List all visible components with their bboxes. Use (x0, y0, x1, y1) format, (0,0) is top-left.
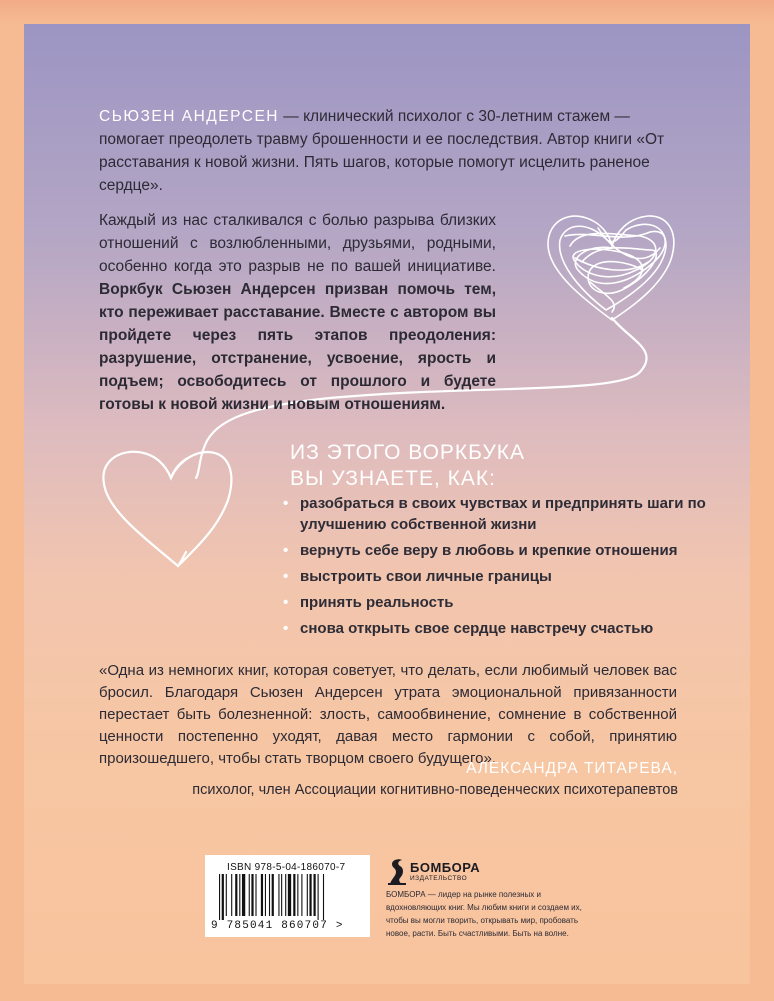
barcode-bar (293, 874, 295, 916)
barcode-bar (239, 874, 240, 916)
barcode-bar (307, 874, 308, 916)
learn-list-item: • вернуть себе веру в любовь и крепкие отношения (290, 540, 710, 561)
scribble-heart-icon (548, 216, 674, 320)
barcode-bar (255, 874, 256, 916)
quote-author-role: психолог, член Ассоциации когнитивно-поведенческих психотерапевтов (192, 782, 678, 798)
barcode-bar (251, 874, 253, 916)
barcode-panel (205, 855, 370, 937)
barcode-bar (278, 874, 279, 916)
barcode-bar (261, 874, 263, 916)
barcode-bar (222, 874, 224, 920)
barcode-bar (301, 874, 302, 916)
author-bio (99, 105, 689, 197)
intro-paragraph (99, 209, 496, 416)
publisher-description: БОМБОРА — лидер на рынке полезных и вдохновляющих книг. Мы любим книги и создаем их, чтобы вы могли творить, открывать мир, пробовать новое, расти. Быть счастливыми. Быть на волне. (386, 890, 582, 938)
barcode-bar (231, 874, 232, 916)
outline-heart-icon (103, 452, 231, 566)
learn-list-item: • разобраться в своих чувствах и предпринять шаги по улучшению собственной жизни (290, 493, 710, 535)
barcode-bar (309, 874, 311, 916)
author-name: СЬЮЗЕН АНДЕРСЕН (99, 108, 279, 125)
isbn-label: ISBN 978-5-04-186070-7 (227, 862, 346, 873)
barcode-bar (288, 874, 291, 916)
learn-list-item: • выстроить свои личные границы (290, 566, 710, 587)
quote-author: АЛЕКСАНДРА ТИТАРЕВА, (466, 760, 678, 777)
barcode-bar (314, 874, 316, 916)
publisher-name: БОМБОРА (410, 860, 481, 875)
barcode-bar (297, 874, 298, 916)
barcode-bar (242, 874, 245, 916)
learn-heading-line1: ИЗ ЭТОГО ВОРКБУКА (290, 441, 526, 464)
barcode-bar (265, 874, 266, 916)
barcode-bar (226, 874, 227, 916)
barcode-bar (235, 874, 237, 916)
barcode-bar (269, 874, 270, 916)
publisher-subtitle: ИЗДАТЕЛЬСТВО (410, 875, 468, 882)
author-bio-text: — клинический психолог с 30-летним стажем — помогает преодолеть травму брошенности и ее последствия. Автор книги «От расставания к новой жизни. Пять шагов, которые помогут исцелить раненое сердце». (99, 108, 665, 194)
intro-bold-text: Воркбук Сьюзен Андерсен призван помочь тем, кто переживает расставание. Вместе с автором вы пройдете через пять этапов преодоления: разрушение, отстранение, усвоение, ярость и подъем; освободитесь от прошлого и будете готовы к новой жизни и новым отношениям. (99, 281, 496, 413)
intro-text: Каждый из нас сталкивался с болью разрыва близких отношений с возлюбленными, друзьями, родными, особенно когда это разрыв не по вашей инициативе. (99, 212, 496, 275)
learn-heading (290, 440, 525, 492)
barcode-bar (318, 874, 319, 920)
publisher-logo-icon (386, 856, 408, 886)
barcode-bar (285, 874, 286, 916)
barcode-bar (323, 874, 324, 920)
barcode-digits: 9 785041 860707 > (211, 920, 344, 932)
learn-heading-line2: ВЫ УЗНАЕТЕ, КАК: (290, 467, 496, 490)
testimonial-quote: «Одна из немногих книг, которая советует, что делать, если любимый человек вас бросил. Благодаря Сьюзен Андерсен утрата эмоциональной привязанности перестает быть болезненной: злость, самообвинение, сомнение в собственной ценности постепенно уходят, давая место гармонии с собой, принятию произошедшего, чтобы стать творцом своего будущего». (99, 662, 677, 767)
barcode-bar (272, 874, 274, 916)
barcode-icon (217, 874, 358, 920)
learn-list (290, 493, 710, 644)
barcode-bar (249, 874, 250, 916)
learn-list-item: • снова открыть свое сердце навстречу счастью (290, 618, 710, 639)
learn-list-item: • принять реальность (290, 592, 710, 613)
barcode-bar (219, 874, 220, 920)
barcode-bar (281, 874, 282, 916)
